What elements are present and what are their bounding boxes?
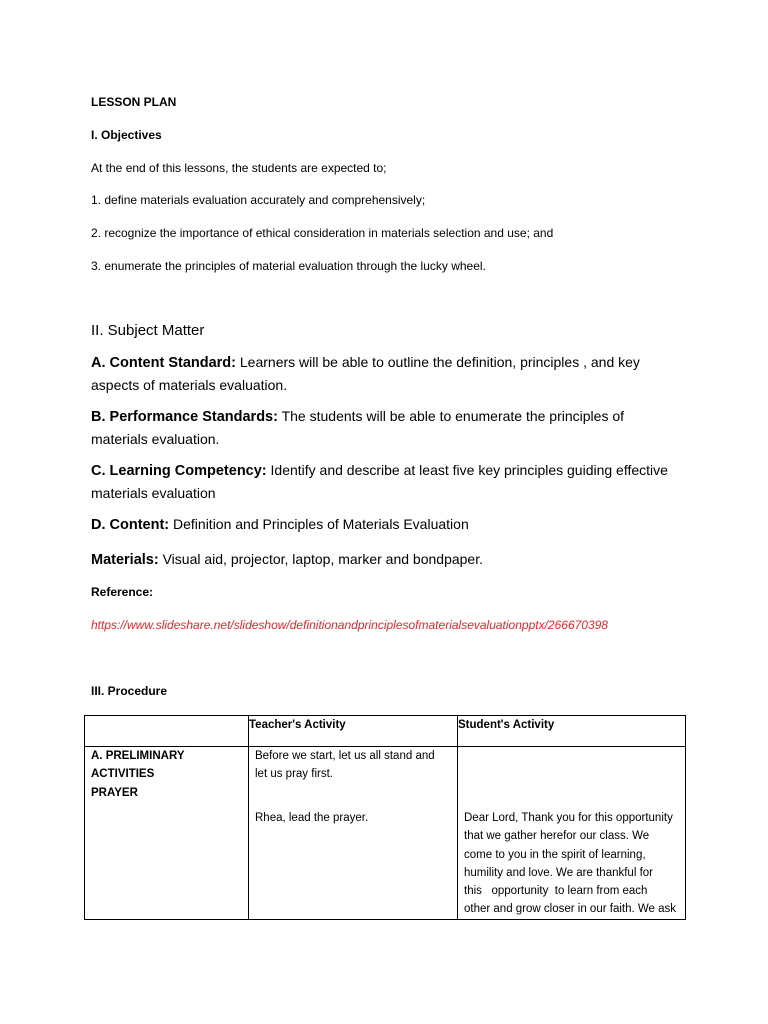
procedure-heading: III. Procedure (91, 684, 168, 698)
student-line-6: other and grow closer in our faith. We ask (464, 903, 677, 916)
procedure-table (84, 715, 686, 920)
learning-competency (91, 459, 681, 504)
performance-standards (91, 405, 681, 450)
teacher-activity-header: Teacher's Activity (249, 716, 458, 747)
content-text: Definition and Principles of Materials Evaluation (169, 516, 469, 532)
student-line-2: that we gather herefor our class. We (464, 830, 650, 843)
row-label-line-1: A. PRELIMINARY ACTIVITIES (91, 750, 185, 781)
learning-competency-label: C. Learning Competency: (91, 463, 267, 479)
subject-matter-heading (91, 319, 681, 342)
content (91, 513, 681, 536)
row-label-line-2: PRAYER (91, 786, 138, 799)
reference-label: Reference: (91, 585, 154, 599)
teacher-line-2: let us pray first. (255, 768, 333, 781)
reference-link[interactable]: https://www.slideshare.net/slideshow/definitionandprinciplesofmaterialsevaluationpptx/266670398 (91, 618, 608, 632)
content-standard-label: A. Content Standard: (91, 355, 236, 371)
performance-standards-label: B. Performance Standards: (91, 409, 278, 425)
content-label: D. Content: (91, 517, 170, 533)
student-cell-spacer (458, 747, 685, 809)
reference-link-line (91, 618, 608, 633)
table-header-row (85, 716, 686, 747)
student-line-5: this opportunity to learn from each (464, 885, 648, 898)
materials-text: Visual aid, projector, laptop, marker and bondpaper. (158, 551, 483, 567)
content-standard (91, 351, 681, 396)
materials (91, 548, 681, 571)
student-line-1: Dear Lord, Thank you for this opportunity (464, 812, 673, 824)
student-activity-cell (458, 747, 686, 920)
teacher-line-1: Before we start, let us all stand and (255, 750, 435, 762)
student-line-3: come to you in the spirit of learning, (464, 848, 646, 861)
objective-item-2: 2. recognize the importance of ethical consideration in materials selection and use; and (91, 226, 554, 240)
learning-competency-text: Identify and describe at least five key principles guiding effective materials evaluation (91, 462, 668, 501)
row-label-cell (85, 747, 249, 920)
table-row (85, 747, 686, 920)
performance-standards-text: The students will be able to enumerate the principles of materials evaluation. (91, 408, 625, 447)
teacher-line-3: Rhea, lead the prayer. (255, 811, 369, 824)
teacher-activity-cell (249, 747, 458, 920)
content-standard-text: Learners will be able to outline the definition, principles , and key aspects of materials evaluation. (91, 354, 640, 393)
objective-item-3: 3. enumerate the principles of material evaluation through the lucky wheel. (91, 259, 486, 273)
student-activity-header: Student's Activity (458, 716, 686, 747)
student-line-4: humility and love. We are thankful for (464, 866, 653, 879)
document-title: LESSON PLAN (91, 95, 177, 109)
header-cell-empty (85, 716, 249, 747)
objectives-intro: At the end of this lessons, the students are expected to; (91, 161, 387, 175)
subject-matter-heading-text: II. Subject Matter (91, 322, 205, 339)
objectives-heading: I. Objectives (91, 128, 162, 142)
materials-label: Materials: (91, 552, 159, 568)
objective-item-1: 1. define materials evaluation accurately and comprehensively; (91, 193, 426, 207)
